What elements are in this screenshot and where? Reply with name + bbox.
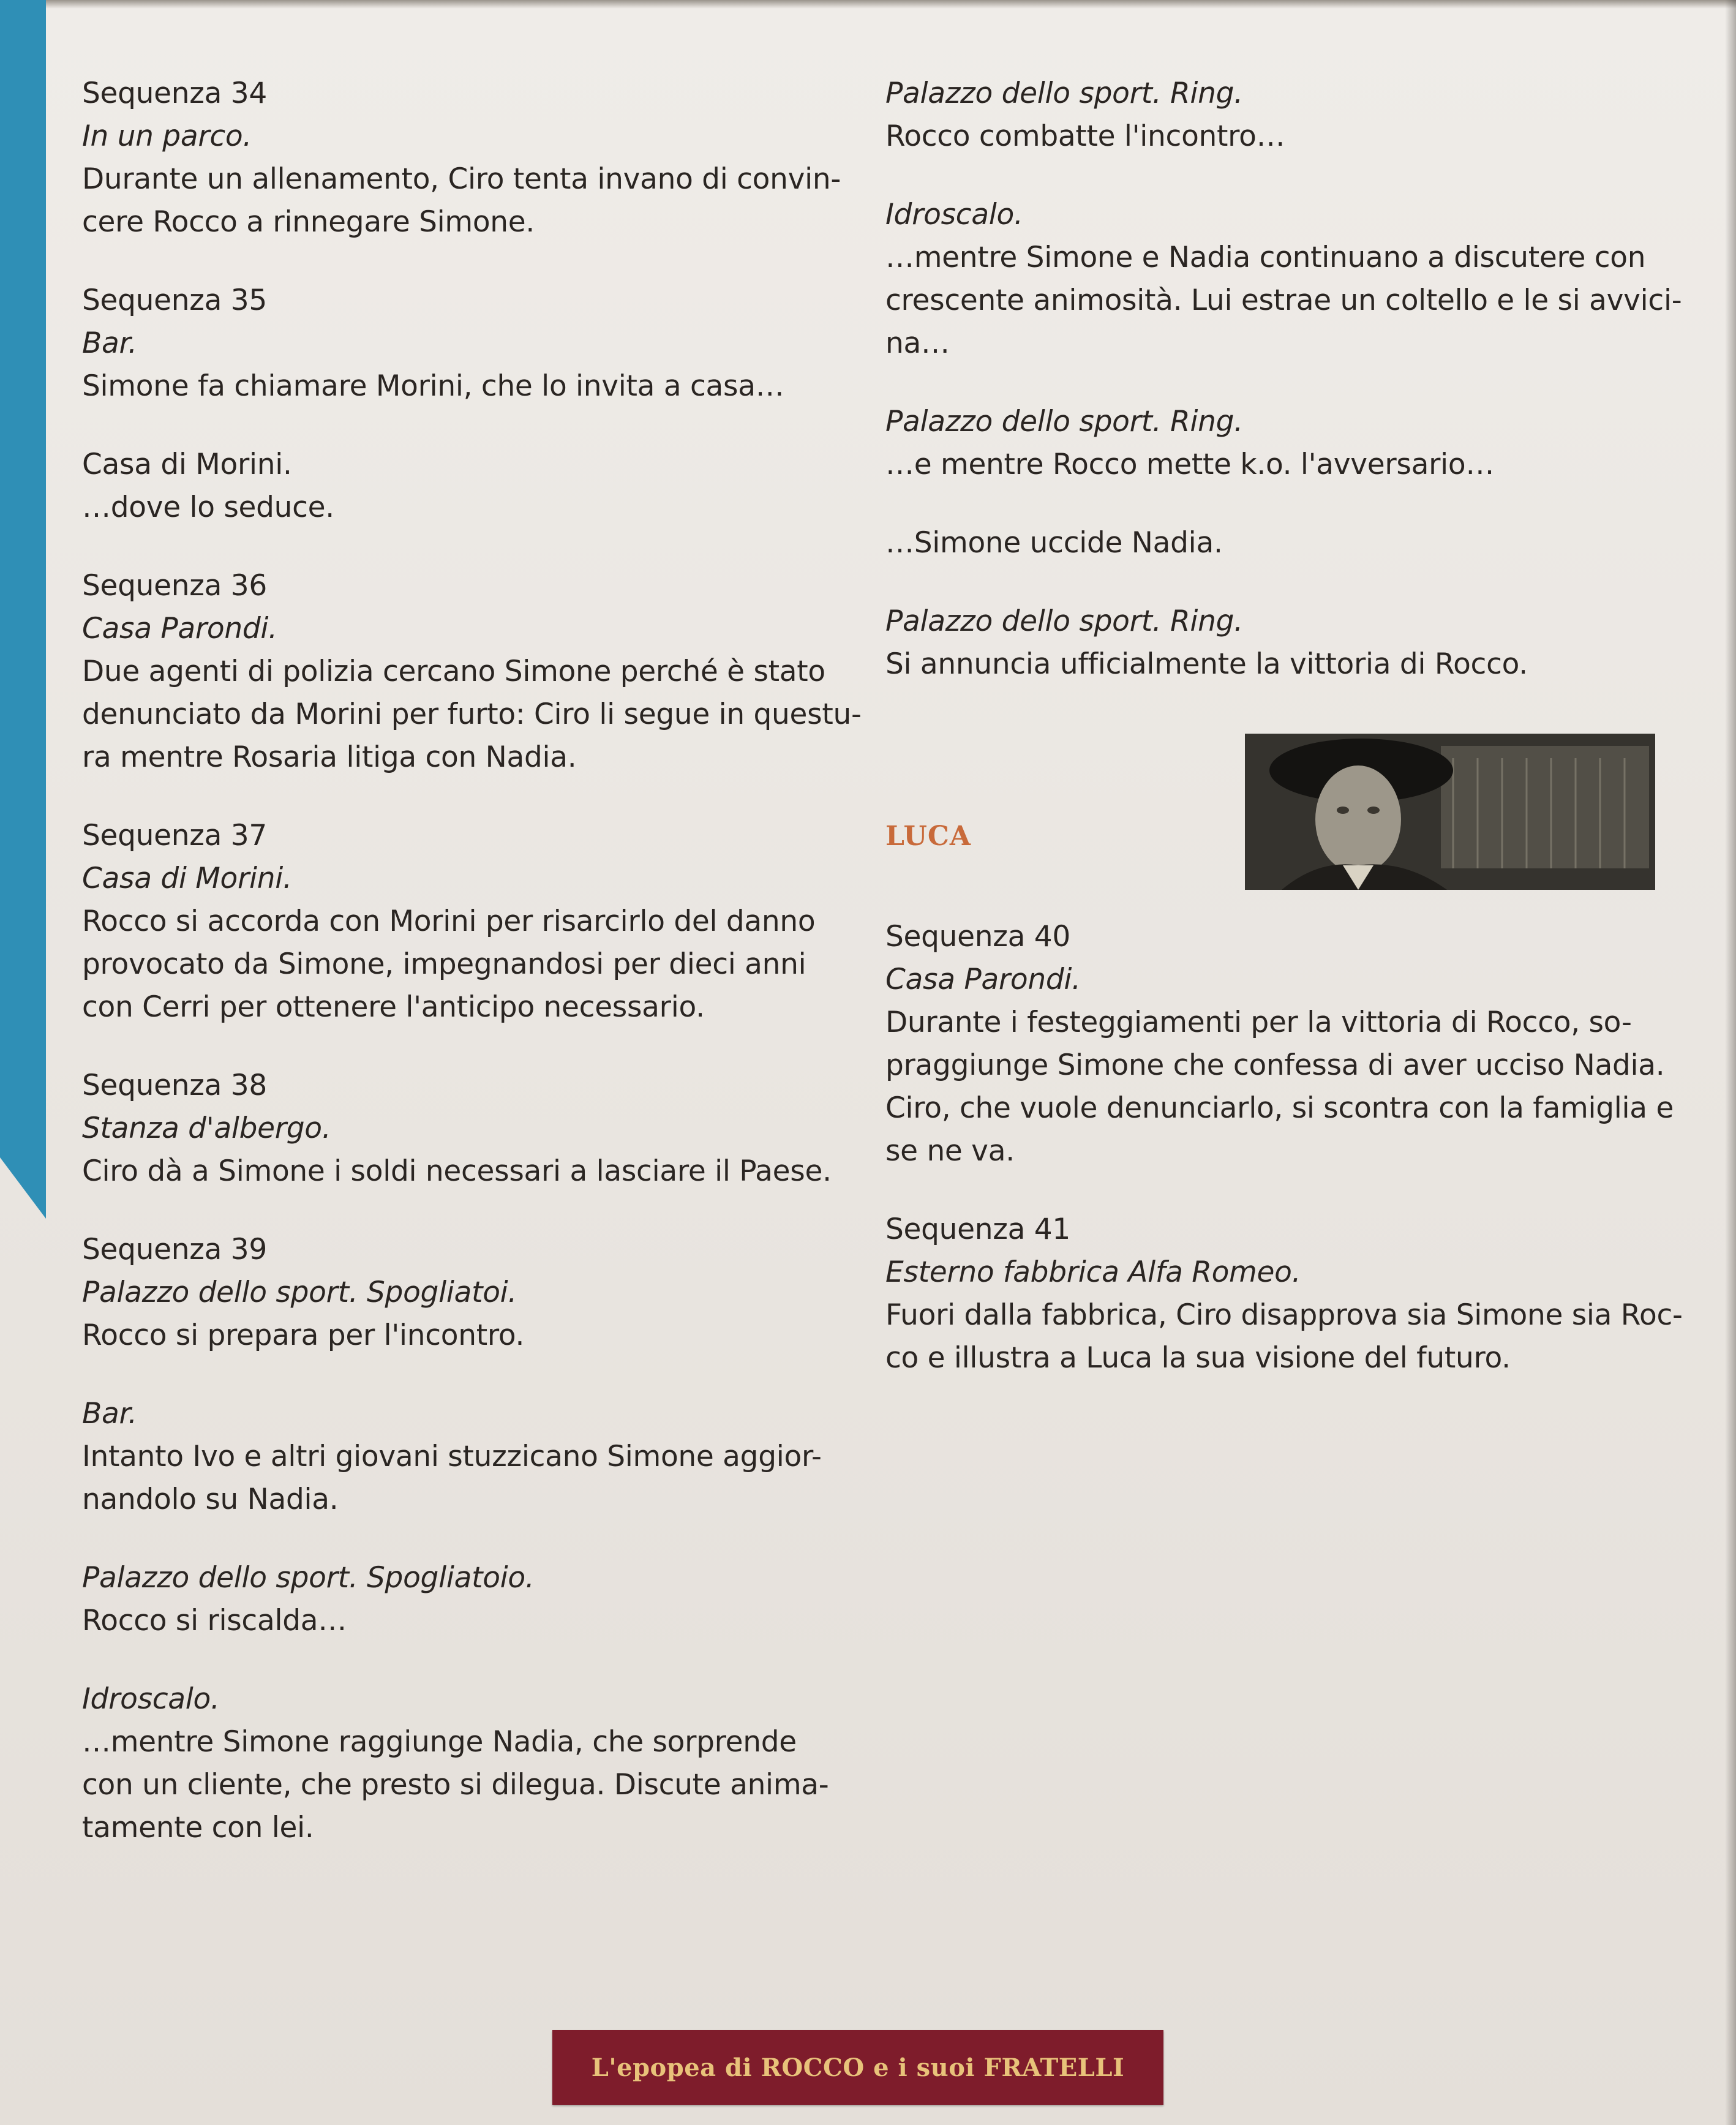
- sequence-number: Sequenza 39: [82, 1233, 267, 1266]
- sequence-text-line: Rocco si prepara per l'incontro.: [82, 1318, 525, 1352]
- sequence-text-line: …mentre Simone raggiunge Nadia, che sorprende: [82, 1725, 797, 1759]
- sequence-location: Bar.: [82, 326, 137, 360]
- film-still-photo: [1245, 734, 1655, 890]
- sequence-location: Palazzo dello sport. Spogliatoio.: [82, 1561, 535, 1595]
- sequence-entry: [82, 443, 832, 529]
- sequence-number: Sequenza 41: [885, 1213, 1070, 1246]
- sequence-text-line: Rocco si riscalda…: [82, 1604, 347, 1638]
- sequence-entry: [885, 1208, 1683, 1380]
- footer-banner: [552, 2030, 1163, 2105]
- sequence-text-line: denunciato da Morini per furto: Ciro li segue in questu-: [82, 698, 862, 731]
- sequence-text-line: Durante i festeggiamenti per la vittoria di Rocco, so-: [885, 1006, 1632, 1039]
- sequence-number: Sequenza 34: [82, 77, 267, 110]
- sequence-entry: [82, 1393, 832, 1521]
- sequence-text-line: …Simone uccide Nadia.: [885, 526, 1223, 560]
- sequence-entry: [885, 522, 1657, 565]
- sequence-text-line: Durante un allenamento, Ciro tenta invano di convin-: [82, 162, 841, 196]
- right-column-top: [885, 72, 1682, 721]
- sequence-text-line: se ne va.: [885, 1134, 1015, 1168]
- sequence-number: Sequenza 38: [82, 1069, 267, 1102]
- sequence-entry: [82, 1678, 832, 1849]
- sequence-location: Palazzo dello sport. Ring.: [885, 604, 1243, 638]
- right-edge-shadow: [1725, 0, 1736, 2125]
- sequence-text-line: Si annuncia ufficialmente la vittoria di Rocco.: [885, 647, 1528, 681]
- sequence-text-line: Casa di Morini.: [82, 448, 292, 481]
- sequence-text-line: Rocco si accorda con Morini per risarcirlo del danno: [82, 905, 816, 938]
- sequence-entry: [82, 814, 832, 1029]
- sequence-location: Idroscalo.: [82, 1682, 220, 1716]
- sequence-text-line: Intanto Ivo e altri giovani stuzzicano Simone aggior-: [82, 1440, 822, 1473]
- sequence-entry: [885, 194, 1682, 365]
- sequence-location: Idroscalo.: [885, 198, 1023, 231]
- sequence-text-line: provocato da Simone, impegnandosi per dieci anni: [82, 947, 806, 981]
- sequence-text-line: praggiunge Simone che confessa di aver ucciso Nadia.: [885, 1048, 1665, 1082]
- sequence-number: Sequenza 40: [885, 920, 1070, 953]
- sequence-entry: [82, 565, 862, 779]
- sequence-text-line: cere Rocco a rinnegare Simone.: [82, 205, 535, 239]
- sequence-text-line: Ciro dà a Simone i soldi necessari a lasciare il Paese.: [82, 1154, 832, 1188]
- sequence-entry: [82, 1064, 832, 1193]
- sequence-location: Casa di Morini.: [82, 862, 292, 895]
- sequence-location: In un parco.: [82, 119, 252, 153]
- right-column-bottom: [885, 916, 1683, 1415]
- sequence-text-line: na…: [885, 326, 950, 360]
- sequence-entry: [885, 916, 1674, 1173]
- top-shadow: [0, 0, 1736, 9]
- sequence-entry: [82, 72, 841, 244]
- sequence-text-line: Simone fa chiamare Morini, che lo invita a casa…: [82, 369, 784, 403]
- sequence-entry: [885, 72, 1657, 158]
- sequence-text-line: …e mentre Rocco mette k.o. l'avversario…: [885, 448, 1495, 481]
- sequence-entry: [82, 1228, 832, 1357]
- sequence-number: Sequenza 36: [82, 569, 267, 603]
- sequence-location: Casa Parondi.: [885, 963, 1081, 996]
- sequence-text-line: Ciro, che vuole denunciarlo, si scontra con la famiglia e: [885, 1091, 1674, 1125]
- sequence-location: Bar.: [82, 1397, 137, 1431]
- film-still-icon: [1245, 734, 1655, 890]
- sequence-entry: [885, 401, 1657, 486]
- sequence-location: Palazzo dello sport. Ring.: [885, 405, 1243, 438]
- section-label: LUCA: [885, 821, 972, 852]
- footer-title: L'epopea di ROCCO e i suoi FRATELLI: [591, 2053, 1125, 2082]
- sequence-text-line: ra mentre Rosaria litiga con Nadia.: [82, 740, 577, 774]
- blue-accent-bar: [0, 0, 46, 1219]
- sequence-number: Sequenza 37: [82, 819, 267, 852]
- sequence-location: Palazzo dello sport. Spogliatoi.: [82, 1276, 517, 1309]
- sequence-location: Stanza d'albergo.: [82, 1111, 331, 1145]
- sequence-entry: [82, 279, 832, 408]
- sequence-location: Casa Parondi.: [82, 612, 277, 645]
- sequence-text-line: Fuori dalla fabbrica, Ciro disapprova sia Simone sia Roc-: [885, 1298, 1683, 1332]
- left-column: [82, 72, 862, 1885]
- sequence-text-line: tamente con lei.: [82, 1811, 314, 1845]
- sequence-text-line: co e illustra a Luca la sua visione del futuro.: [885, 1341, 1511, 1375]
- sequence-text-line: Rocco combatte l'incontro…: [885, 119, 1285, 153]
- sequence-text-line: con Cerri per ottenere l'anticipo necessario.: [82, 990, 705, 1024]
- sequence-location: Esterno fabbrica Alfa Romeo.: [885, 1255, 1301, 1289]
- sequence-number: Sequenza 35: [82, 284, 267, 317]
- sequence-text-line: con un cliente, che presto si dilegua. Discute anima-: [82, 1768, 829, 1802]
- sequence-location: Palazzo dello sport. Ring.: [885, 77, 1243, 110]
- sequence-text-line: crescente animosità. Lui estrae un coltello e le si avvici-: [885, 284, 1682, 317]
- sequence-text-line: …mentre Simone e Nadia continuano a discutere con: [885, 241, 1646, 274]
- sequence-entry: [82, 1557, 832, 1642]
- sequence-entry: [885, 600, 1657, 686]
- sequence-text-line: …dove lo seduce.: [82, 491, 334, 524]
- sequence-text-line: Due agenti di polizia cercano Simone perché è stato: [82, 655, 825, 688]
- sequence-text-line: nandolo su Nadia.: [82, 1483, 339, 1516]
